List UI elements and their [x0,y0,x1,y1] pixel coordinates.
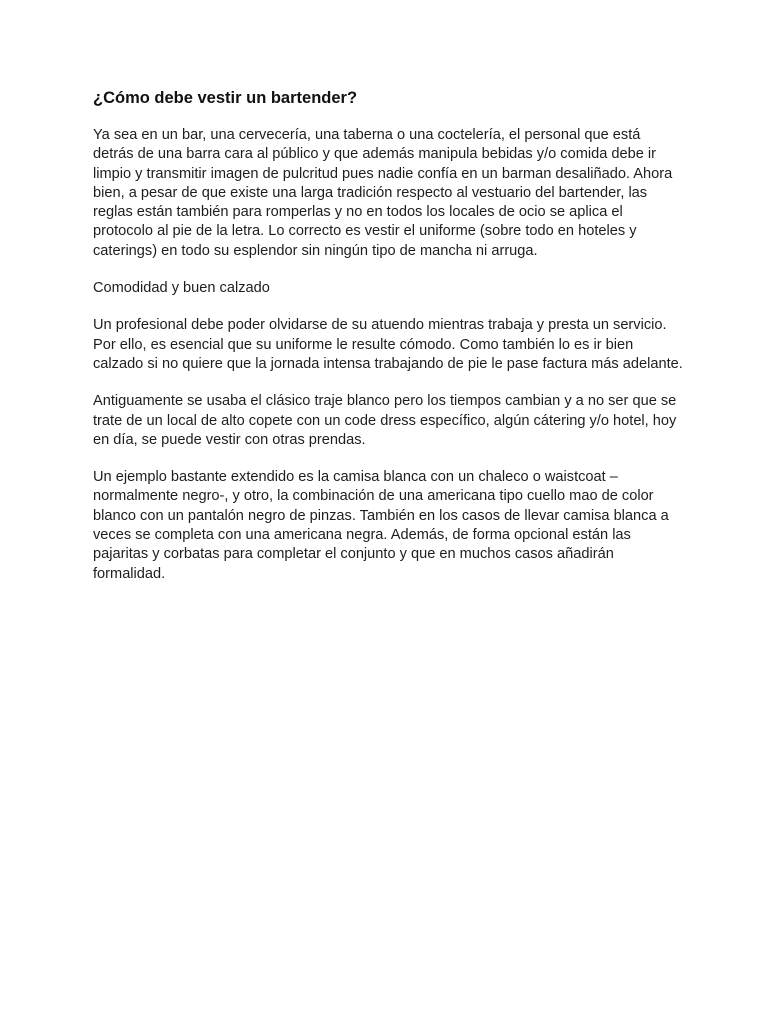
section-heading-comodidad: Comodidad y buen calzado [93,280,270,297]
document-body [93,87,683,602]
document-title: ¿Cómo debe vestir un bartender? [93,89,358,107]
paragraph-antiguamente: Antiguamente se usaba el clásico traje blanco pero los tiempos cambian y a no ser que se trate de un local de alto copete con un code dress específico, algún cátering y/o hotel, hoy en día, se puede vestir con otras prendas. [93,393,677,448]
paragraph-ejemplo: Un ejemplo bastante extendido es la camisa blanca con un chaleco o waistcoat – normalmente negro-, y otro, la combinación de una americana tipo cuello mao de color blanco con un pantalón negro de pinzas. También en los casos de llevar camisa blanca a veces se completa con una americana negra. Además, de forma opcional están las pajaritas y corbatas para completar el conjunto y que en muchos casos añadirán formalidad. [93,469,669,582]
paragraph-comodidad: Un profesional debe poder olvidarse de su atuendo mientras trabaja y presta un servicio. Por ello, es esencial que su uniforme le resulte cómodo. Como también lo es ir bien calzado si no quiere que la jornada intensa trabajando de pie le pase factura más adelante. [93,317,683,372]
paragraph-intro: Ya sea en un bar, una cervecería, una taberna o una coctelería, el personal que está detrás de una barra cara al público y que además manipula bebidas y/o comida debe ir limpio y transmitir imagen de pulcritud pues nadie confía en un barman desaliñado. Ahora bien, a pesar de que existe una larga tradición respecto al vestuario del bartender, las reglas están también para romperlas y no en todos los locales de ocio se aplica el protocolo al pie de la letra. Lo correcto es vestir el uniforme (sobre todo en hoteles y caterings) en todo su esplendor sin ningún tipo de mancha ni arruga. [93,127,673,259]
